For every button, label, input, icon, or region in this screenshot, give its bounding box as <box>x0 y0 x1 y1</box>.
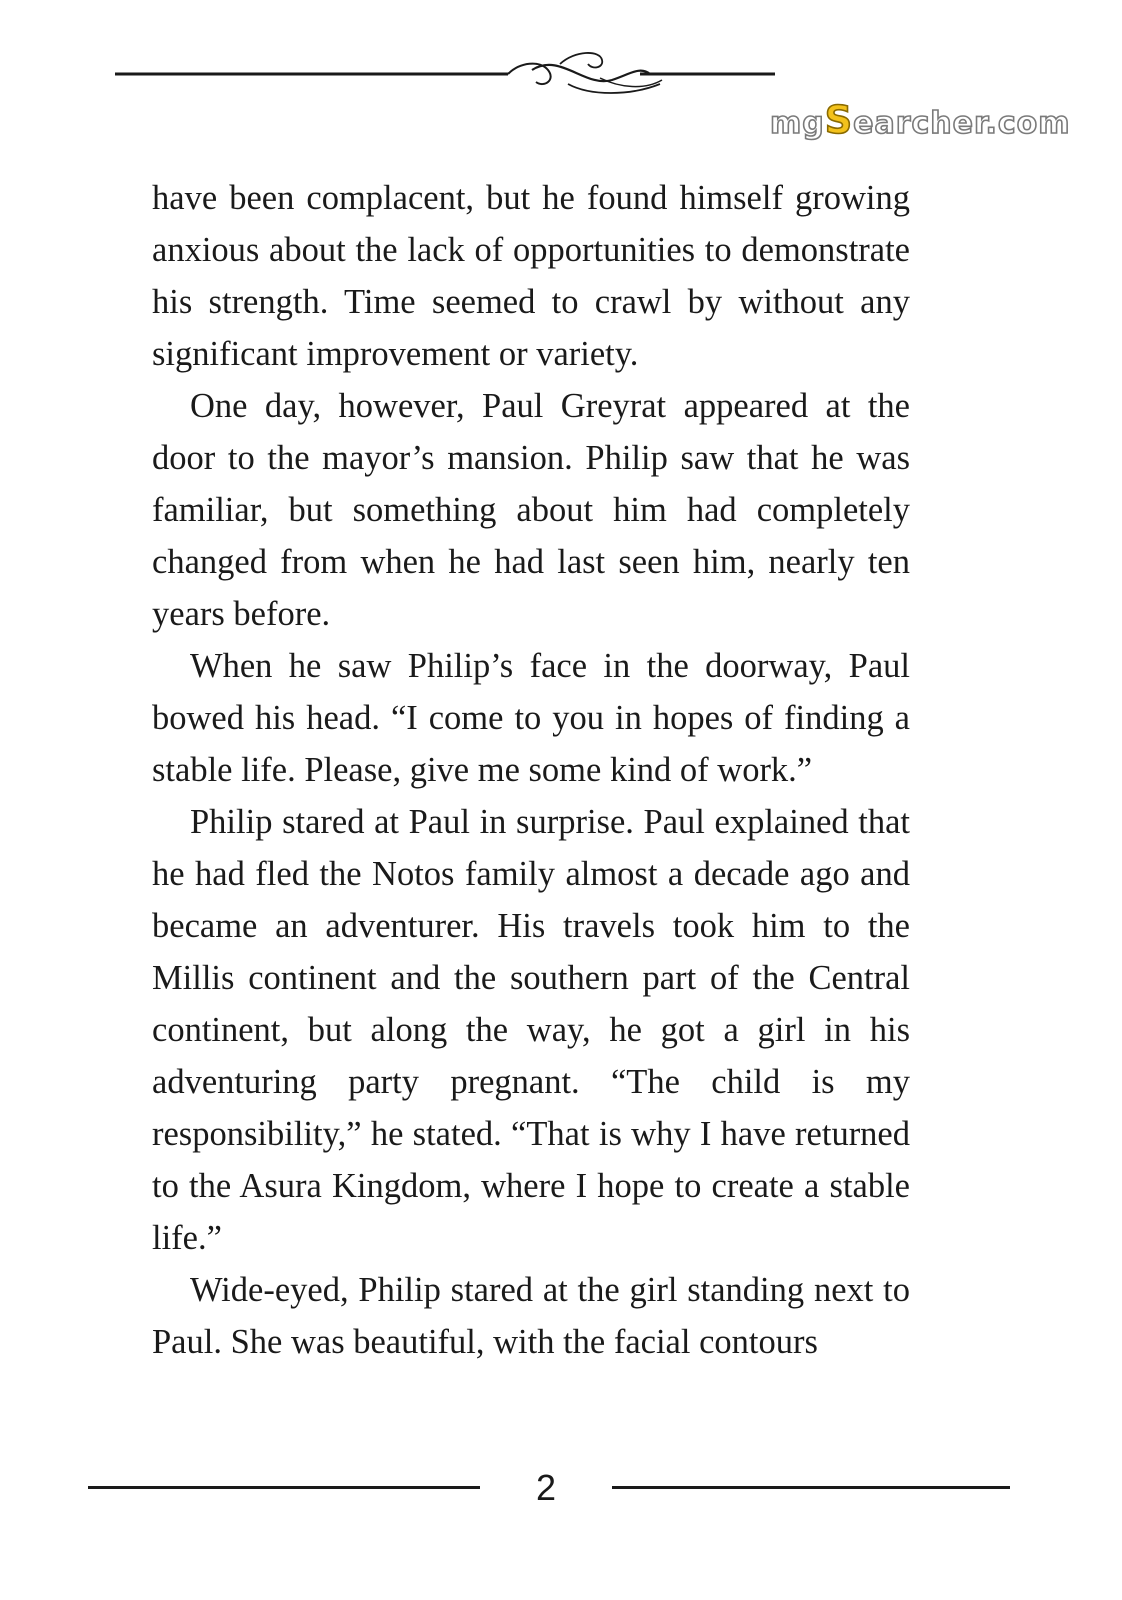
paragraph: Philip stared at Paul in surprise. Paul explained that he had fled the Notos family almost a decade ago and became an adventurer. His travels took him to the Millis continent and the southern part of the Central continent, but along the way, he got a girl in his adventuring party pregnant. “The child is my responsibility,” he stated. “That is why I have returned to the Asura Kingdom, where I hope to create a stable life.” <box>152 803 910 1257</box>
page-number: 2 <box>535 1467 557 1508</box>
footer-rule-right <box>612 1486 1010 1489</box>
paragraph: have been complacent, but he found himself growing anxious about the lack of opportunities to demonstrate his strength. Time seemed to crawl by without any significant improvement or variety. <box>152 179 910 373</box>
paragraph: Wide-eyed, Philip stared at the girl standing next to Paul. She was beautiful, with the facial contours <box>152 1271 910 1361</box>
page-footer <box>0 1460 1122 1520</box>
paragraph: One day, however, Paul Greyrat appeared at the door to the mayor’s mansion. Philip saw that he was familiar, but something about him had completely changed from when he had last seen him, nearly ten years before. <box>152 387 910 633</box>
paragraph: When he saw Philip’s face in the doorway, Paul bowed his head. “I come to you in hopes of finding a stable life. Please, give me some kind of work.” <box>152 647 910 789</box>
page-header-ornament <box>0 40 1122 142</box>
watermark-logo: mgSearcher.com <box>770 98 1071 142</box>
page-body-text <box>152 172 910 1368</box>
footer-rule-left <box>88 1486 480 1489</box>
